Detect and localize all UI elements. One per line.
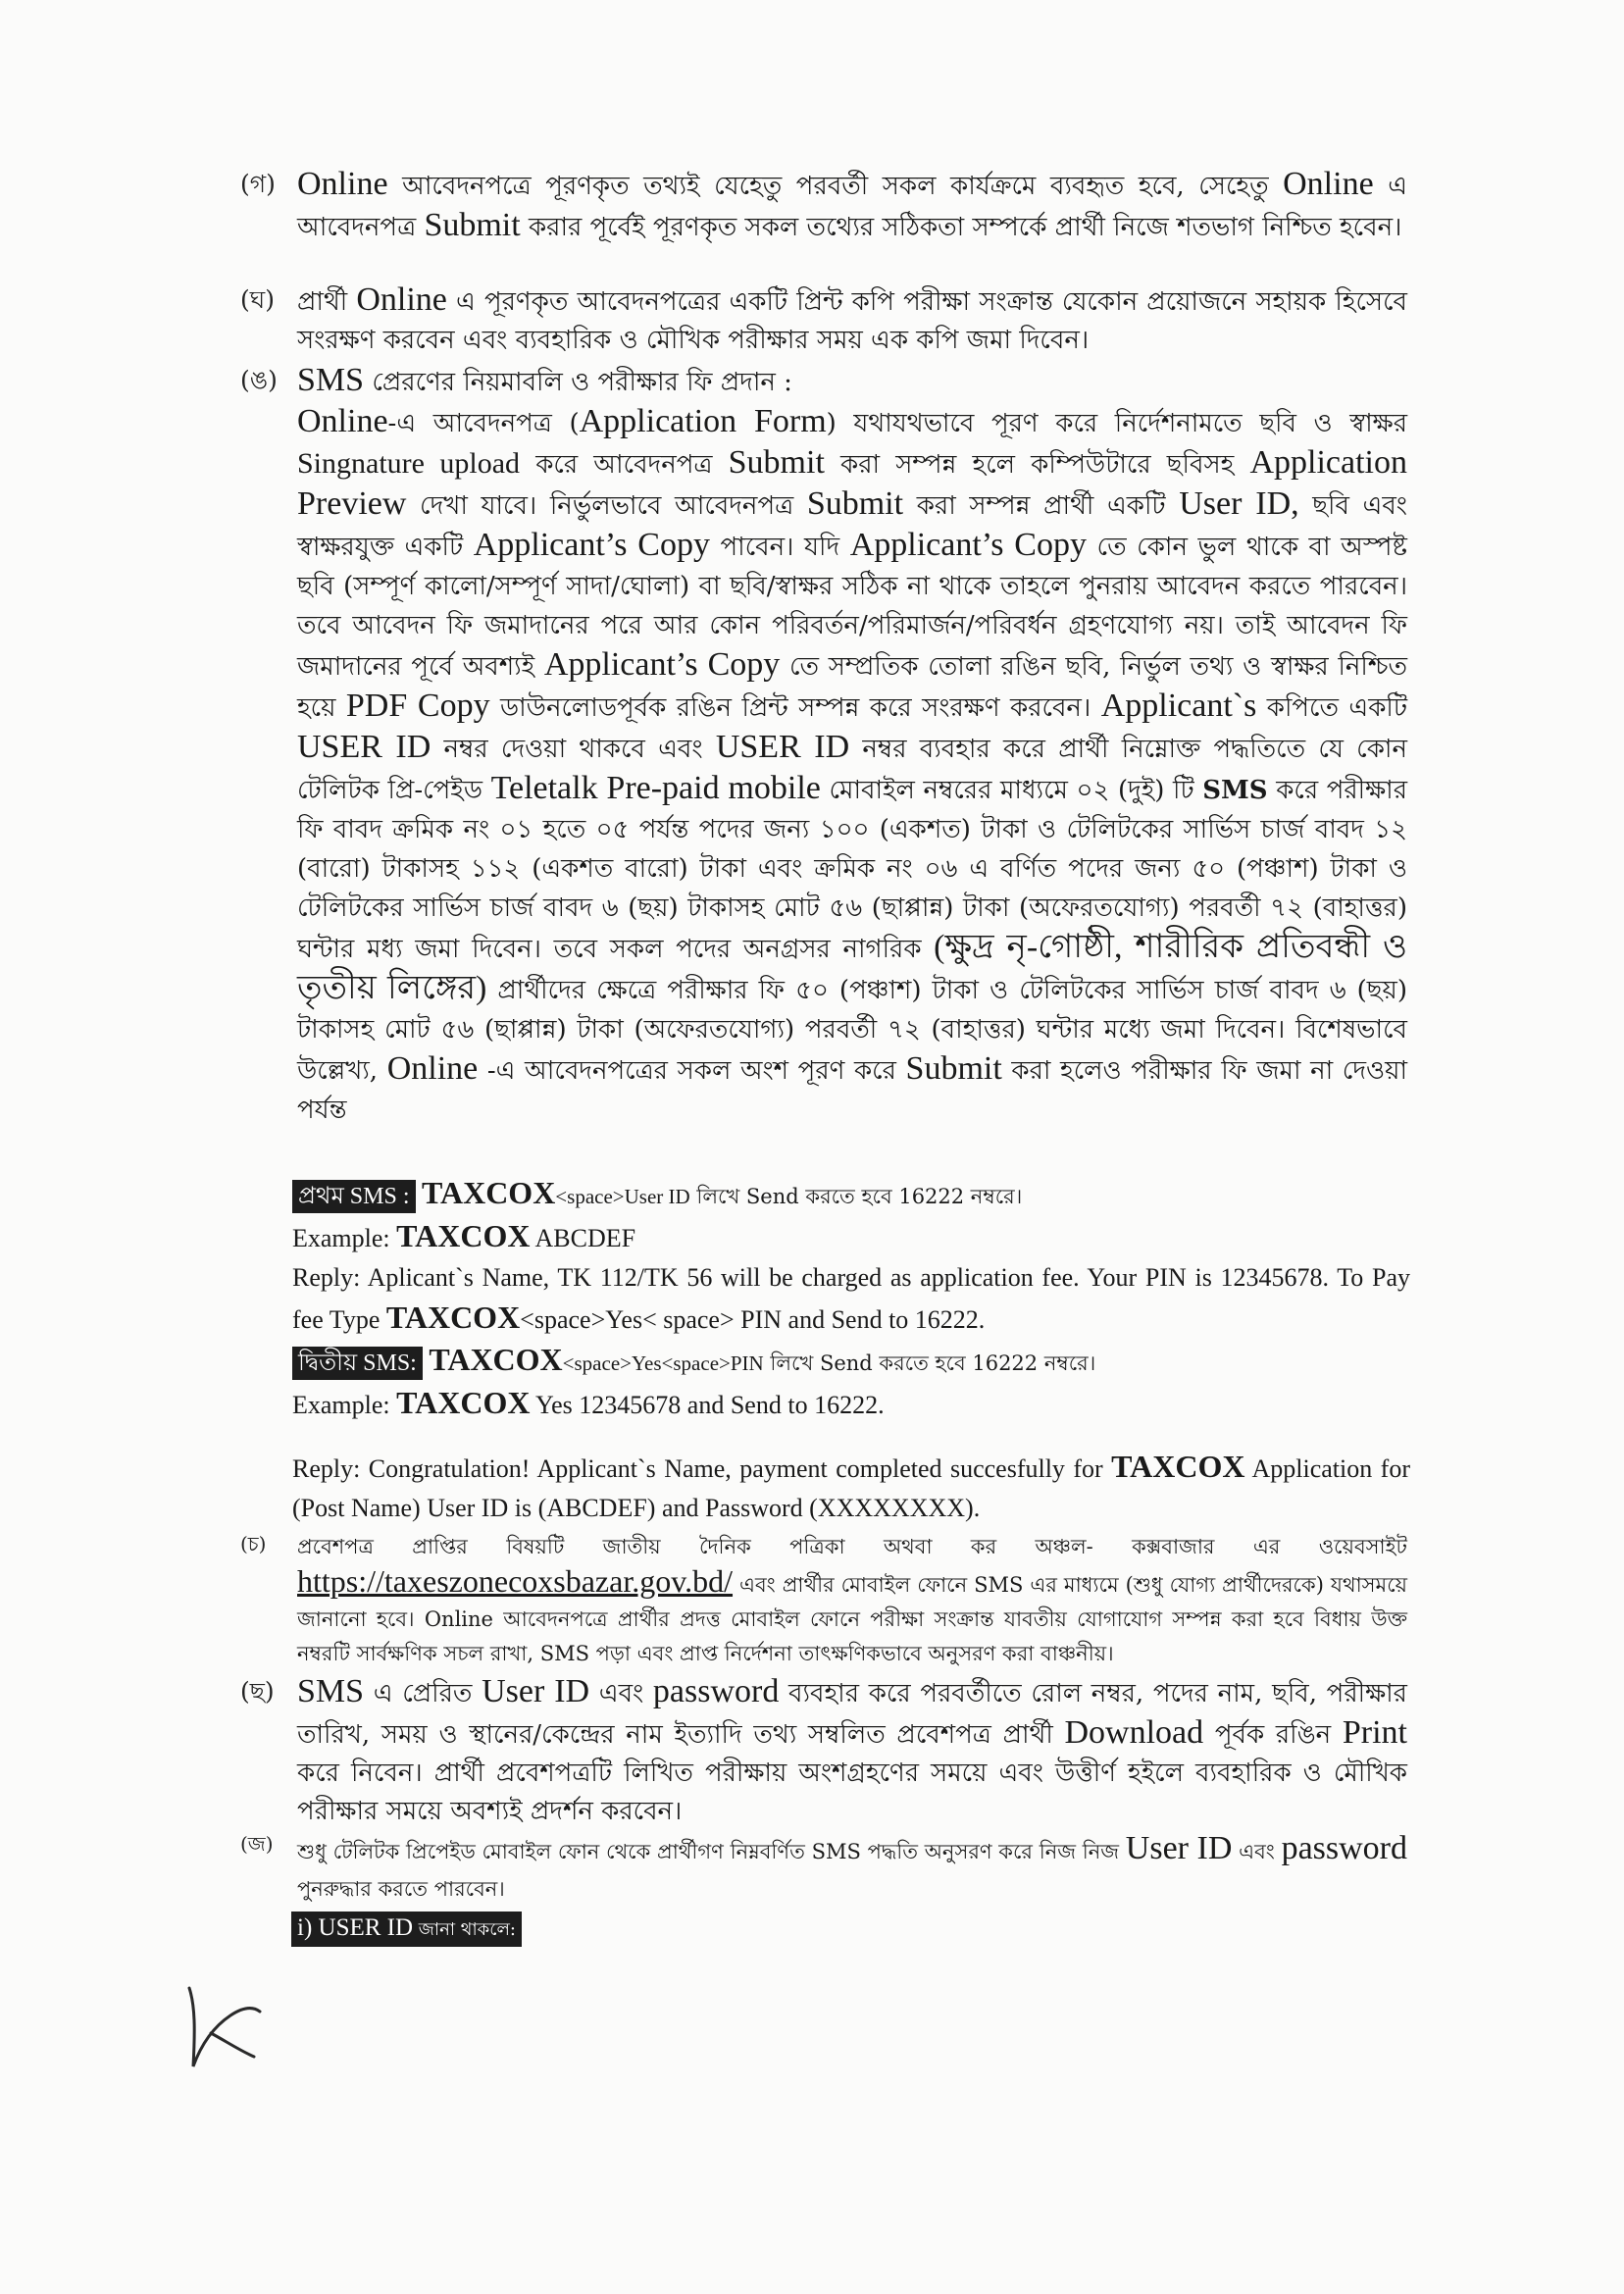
tag-rest: জানা থাকলে: (413, 1919, 516, 1940)
text-run: পূর্বক রঙিন (1203, 1720, 1343, 1750)
text-run: আবেদনপত্রে পূরণকৃত তথ্যই যেহেতু পরবর্তী সকল কার্যক্রমে ব্যবহৃত হবে, সেহেতু (387, 172, 1284, 201)
text-run: দেখা যাবে। নির্ভুলভাবে আবেদনপত্র (406, 491, 807, 521)
text-run: করে নিবেন। প্রার্থী প্রবেশপত্রটি লিখিত পরীক্ষায় অংশগ্রহণের সময়ে এবং উত্তীর্ণ হইলে ব্যবহারিক ও মৌখিক পরীক্ষার সময়ে অবশ্যই প্রদর্শন করবেন। (297, 1759, 1407, 1826)
reply-text: <space>Yes< space> PIN and Send to 16222. (520, 1305, 986, 1334)
text-run: পাবেন। যদি (709, 533, 850, 562)
example-value: ABCDEF (530, 1224, 636, 1252)
sms-instructions (292, 1173, 1410, 1528)
text-run: নম্বর ব্যবহার করে প্রার্থী নিম্নোক্ত পদ্ধতিতে যে কোন টেলিটক প্রি-পেইড (297, 735, 1407, 805)
clause-text (297, 1830, 1407, 1908)
text-latin: USER ID (715, 729, 850, 765)
text-latin: Singnature upload (297, 447, 521, 480)
text-run: ডাউনলোডপূর্বক রঙিন প্রিন্ট সম্পন্ন করে সংরক্ষণ করবেন। (489, 693, 1101, 723)
text-run: পুনরুদ্ধার করতে পারবেন। (297, 1877, 505, 1901)
text-run: প্রার্থী (297, 287, 357, 317)
clause-chha (240, 1672, 1407, 1831)
text-online: Online (297, 166, 388, 202)
clause-ja (240, 1830, 1407, 1947)
text-run: এ পূরণকৃত আবেদনপত্রের একটি প্রিন্ট কপি পরীক্ষা সংক্রান্ত যেকোন প্রয়োজনে সহায়ক হিসেবে সংরক্ষণ করবেন এবং ব্যবহারিক ও মৌখিক পরীক্ষার সময় এক কপি জমা দিবেন। (297, 287, 1407, 355)
clause-marker: (গ) (240, 170, 276, 198)
text-run: তে কোন ভুল থাকে বা অস্পষ্ট ছবি (সম্পূর্ণ কালো/সম্পূর্ণ সাদা/ঘোলা) বা ছবি/স্বাক্ষর সঠিক না থাকে তাহলে পুনরায় আবেদন করতে পারবেন। তবে আবেদন ফি জমাদানের পরে আর কোন পরিবর্তন/পরিমার্জন/পরিবর্ধন গ্রহণযোগ্য নয়। তাই আবেদন ফি জমাদানের পূর্বে অবশ্যই (297, 533, 1407, 682)
text-latin: Online (386, 1050, 479, 1087)
clause-text (297, 1530, 1407, 1671)
user-id-known-tag (291, 1912, 522, 1947)
sms-instruction: লিখে Send করতে হবে 16222 নম্বরে। (689, 1185, 1023, 1208)
sms-code: TAXCOX (429, 1342, 563, 1377)
text-latin: User ID (1125, 1830, 1233, 1866)
reply-1 (292, 1258, 1410, 1340)
text-latin: SMS (297, 1673, 365, 1709)
text-run: করে পরীক্ষার ফি বাবদ ক্রমিক নং ০১ হতে ০৫ পর্যন্ত পদের জন্য ১০০ (একশত) টাকা ও টেলিটকের সার্ভিস চার্জ বাবদ ১২ (বারো) টাকাসহ ১১২ (একশত বারো) টাকা এবং ক্রমিক নং ০৬ এ বর্ণিত পদের জন্য ৫০ (পঞ্চাশ) টাকা ও টেলিটকের সার্ভিস চার্জ বাবদ ৬ (ছয়) টাকাসহ মোট ৫৬ (ছাপ্পান্ন) টাকা (অফেরতযোগ্য) পরবর্তী ৭২ (বাহাত্তর) ঘন্টার মধ্য জমা দিবেন। তবে সকল পদের অনগ্রসর নাগরিক (297, 776, 1408, 964)
signature-mark (181, 1976, 270, 2074)
example-label: Example: (292, 1224, 397, 1252)
example-value: Yes 12345678 and Send to 16222. (530, 1391, 885, 1419)
sms-code: TAXCOX (396, 1385, 531, 1420)
clause-cha (240, 1530, 1407, 1671)
text-latin: password (1281, 1830, 1407, 1866)
text-latin: Submit (806, 485, 904, 522)
text-latin: Applicant’s Copy (473, 527, 710, 563)
example-1 (292, 1216, 1410, 1258)
clause-marker: (ঘ) (240, 285, 275, 314)
first-sms-tag: প্রথম SMS : (292, 1180, 416, 1213)
sms-code: TAXCOX (422, 1175, 556, 1210)
text-run: ব্যবহার করে পরবর্তীতে রোল নম্বর, পদের নাম, ছবি, পরীক্ষার তারিখ, সময় ও স্থানের/কেন্দ্রের নাম ইত্যাদি তথ্য সম্বলিত প্রবেশপত্র প্রার্থী (297, 1679, 1407, 1750)
text-run: নম্বর দেওয়া থাকবে এবং (431, 735, 716, 764)
clause-marker: (জ) (240, 1832, 274, 1856)
text-run: প্রার্থীদের ক্ষেত্রে পরীক্ষার ফি ৫০ (পঞ্চাশ) টাকা ও টেলিটকের সার্ভিস চার্জ বাবদ ৬ (ছয়) টাকাসহ মোট ৫৬ (ছাপ্পান্ন) টাকা (অফেরতযোগ্য) পরবর্তী ৭২ (বাহাত্তর) ঘন্টার মধ্যে জমা দিবেন। বিশেষভাবে উল্লেখ্য, (297, 976, 1407, 1086)
text-run: শুধু টেলিটক প্রিপেইড মোবাইল ফোন থেকে প্রার্থীগণ নিম্নবর্ণিত SMS পদ্ধতি অনুসরণ করে নিজ নিজ (297, 1840, 1126, 1863)
clause-text (297, 1672, 1407, 1831)
text-run: করার পূর্বেই পূরণকৃত সকল তথ্যের সঠিকতা সম্পর্কে প্রার্থী নিজে শতভাগ নিশ্চিত হবেন। (520, 213, 1402, 242)
text-latin: User ID, (1179, 485, 1299, 522)
text-run: -এ আবেদনপত্রের সকল অংশ পূরণ করে (478, 1056, 906, 1086)
clause-marker: (ঙ) (240, 366, 278, 394)
reply-text: Reply: Aplicant`s Name, TK 112/TK 56 will be charged as application fee. Your PIN is 12345678. To Pay fee Type (292, 1263, 1410, 1334)
text-bold: SMS (1202, 776, 1268, 805)
text-run: -এ আবেদনপত্র ( (387, 409, 580, 438)
text-latin: Online (297, 403, 388, 439)
text-latin: Applicant’s Copy (543, 646, 781, 683)
clause-marker: (ছ) (240, 1677, 275, 1706)
sub-heading (291, 1912, 1407, 1947)
text-run: প্রেরণের নিয়মাবলি ও পরীক্ষার ফি প্রদান : (364, 368, 792, 397)
text-online: Online (356, 281, 447, 318)
clause-uma (240, 361, 1407, 1130)
first-sms-line (292, 1173, 1410, 1216)
text-run: করা সম্পন্ন হলে কম্পিউটারে ছবিসহ (824, 450, 1250, 480)
text-latin: Application Form (579, 403, 827, 439)
text-run: এ আবেদনপত্র (297, 172, 1407, 242)
clause-gha (240, 280, 1407, 360)
clause-ga (240, 165, 1407, 247)
clause-text (297, 402, 1407, 1130)
example-label: Example: (292, 1391, 397, 1419)
text-latin: Teletalk Pre-paid mobile (490, 770, 821, 806)
text-latin: USER ID (297, 729, 431, 765)
text-run: এবং (1232, 1840, 1282, 1863)
reply-text: Reply: Congratulation! Applicant`s Name, payment completed succesfully for (292, 1454, 1112, 1483)
text-run: মোবাইল নম্বরের মাধ্যমে ০২ (দুই) টি (820, 776, 1203, 805)
website-link[interactable]: https://taxeszonecoxsbazar.gov.bd/ (297, 1563, 734, 1599)
sms-format: <space>Yes<space>PIN (562, 1351, 764, 1375)
example-2 (292, 1383, 1410, 1425)
text-latin: Print (1342, 1714, 1407, 1751)
text-sms: SMS (297, 362, 365, 398)
text-run: করা হলেও পরীক্ষার ফি জমা না দেওয়া পর্যন্ত (297, 1056, 1407, 1125)
text-latin: Applicant`s (1100, 688, 1257, 724)
text-run: কপিতে একটি (1256, 693, 1407, 723)
second-sms-line (292, 1340, 1410, 1383)
text-run: করে আবেদনপত্র (520, 450, 729, 480)
text-run: এবং প্রার্থীর মোবাইল ফোনে SMS এর মাধ্যমে (শুধু যোগ্য প্রার্থীদেরকে) যথাসময়ে জানানো হবে। Online আবেদনপত্রে প্রার্থীর প্রদত্ত মোবাইল ফোনে পরীক্ষা সংক্রান্ত যাবতীয় যোগাযোগ সম্পন্ন করা হবে বিধায় উক্ত নম্বরটি সার্বক্ষণিক সচল রাখা, SMS পড়া এবং প্রাপ্ত নির্দেশনা তাৎক্ষণিকভাবে অনুসরণ করা বাঞ্চনীয়। (297, 1573, 1407, 1665)
tag-latin: i) USER ID (297, 1914, 414, 1941)
text-online: Online (1283, 166, 1374, 202)
text-run: প্রবেশপত্র প্রাপ্তির বিষয়টি জাতীয় দৈনিক পত্রিকা অথবা কর অঞ্চল- কক্সবাজার এর ওয়েবসাইট (297, 1535, 1407, 1558)
reply-text: Application for (Post Name) User ID is (ABCDEF) and Password (XXXXXXXX). (292, 1454, 1410, 1522)
clause-marker: (চ) (240, 1532, 267, 1555)
text-latin: Application Preview (297, 444, 1407, 522)
text-run: তে সম্প্রতিক তোলা রঙিন ছবি, নির্ভুল তথ্য ও স্বাক্ষর নিশ্চিত হয়ে (297, 652, 1407, 723)
text-latin: Submit (728, 444, 825, 481)
text-submit: Submit (424, 207, 521, 243)
clause-text (297, 165, 1407, 247)
second-sms-tag: দ্বিতীয় SMS: (292, 1347, 423, 1380)
text-run: করা সম্পন্ন প্রার্থী একটি (903, 491, 1180, 521)
reply-2 (292, 1447, 1410, 1528)
text-latin: User ID (482, 1673, 590, 1709)
clause-heading (297, 361, 1407, 402)
sms-format: <space>User ID (555, 1185, 690, 1208)
sms-code: TAXCOX (396, 1218, 531, 1253)
text-run: ছবি এবং স্বাক্ষরযুক্ত একটি (297, 491, 1407, 562)
text-run: এবং (589, 1679, 653, 1708)
text-run: এ প্রেরিত (364, 1679, 482, 1708)
text-latin: Applicant’s Copy (849, 527, 1087, 563)
text-latin: Submit (905, 1050, 1002, 1087)
text-run: ) যথাযথভাবে পূরণ করে নির্দেশনামতে ছবি ও স্বাক্ষর (826, 409, 1407, 438)
text-latin: (ক্ষুদ্র নৃ-গোষ্ঠী, শারীরিক প্রতিবন্ধী ও তৃতীয় লিঙ্গের) (297, 929, 1407, 1006)
text-latin: PDF Copy (345, 688, 490, 724)
clause-text (297, 280, 1407, 360)
text-latin: password (652, 1673, 780, 1709)
sms-code: TAXCOX (385, 1300, 521, 1335)
sms-instruction: লিখে Send করতে হবে 16222 নম্বরে। (763, 1351, 1096, 1375)
sms-code: TAXCOX (1111, 1449, 1245, 1484)
text-latin: Download (1064, 1714, 1204, 1751)
